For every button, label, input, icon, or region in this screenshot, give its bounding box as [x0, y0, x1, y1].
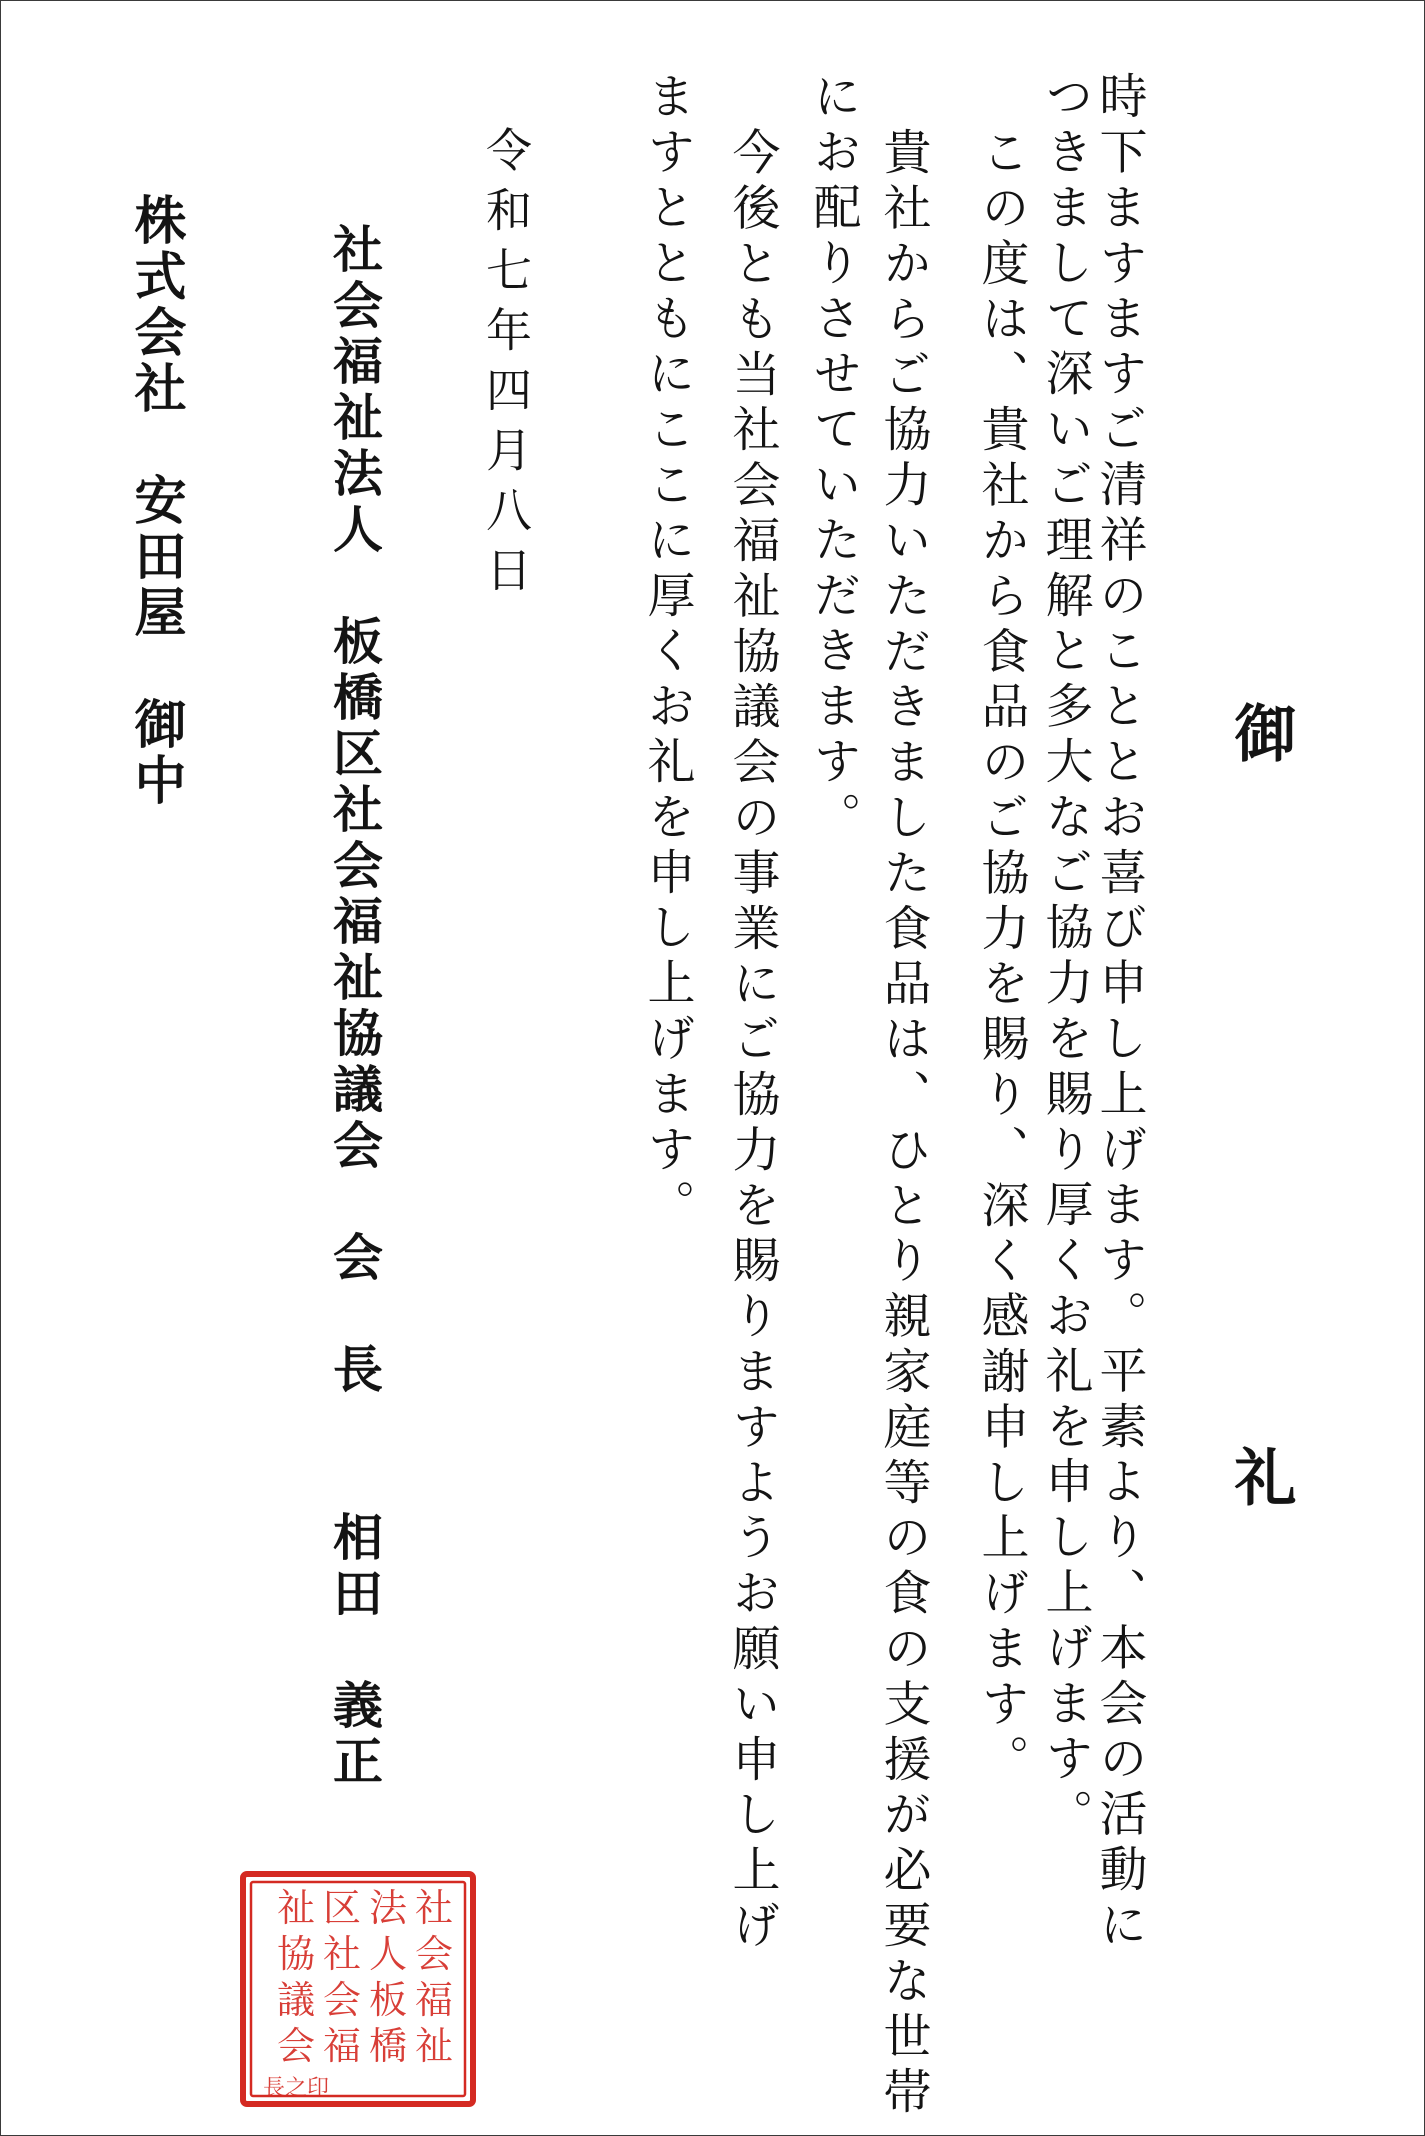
svg-text:会: 会	[414, 1932, 454, 1976]
svg-text:福: 福	[414, 1978, 454, 2022]
svg-text:会: 会	[276, 2024, 316, 2068]
sender-line: 社会福祉法人 板橋区社会福祉協議会 会 長 相田 義正	[325, 223, 384, 1791]
svg-text:区: 区	[322, 1886, 362, 1930]
body-line-5: にお配りさせていただきます。	[805, 71, 861, 847]
svg-text:板: 板	[368, 1978, 408, 2022]
official-seal-stamp	[238, 1869, 478, 2109]
svg-text:祉: 祉	[276, 1886, 316, 1930]
svg-text:会: 会	[322, 1978, 362, 2022]
svg-text:橋: 橋	[368, 2024, 408, 2068]
svg-text:人: 人	[368, 1932, 408, 1976]
svg-text:社: 社	[322, 1932, 362, 1976]
svg-text:法: 法	[368, 1886, 408, 1930]
svg-text:社: 社	[414, 1886, 454, 1930]
body-line-1: 時下ますますご清祥のこととお喜び申し上げます。平素より、本会の活動に	[1091, 71, 1147, 1955]
recipient-line: 株式会社 安田屋 御中	[125, 193, 186, 809]
svg-text:福: 福	[322, 2024, 362, 2068]
body-line-2: つきまして深いご理解と多大なご協力を賜り厚くお礼を申し上げます。	[1037, 71, 1093, 1844]
svg-text:祉: 祉	[414, 2024, 454, 2068]
body-line-4: 貴社からご協力いただきました食品は、ひとり親家庭等の食の支援が必要な世帯	[875, 127, 931, 2122]
body-line-3: この度は、貴社から食品のご協力を賜り、深く感謝申し上げます。	[973, 127, 1029, 1789]
svg-text:長之印: 長之印	[262, 2076, 330, 2101]
document-title: 御 礼	[1224, 701, 1297, 1817]
seal-image	[238, 1869, 478, 2109]
svg-text:議: 議	[276, 1978, 316, 2022]
letter-date: 令和七年四月八日	[479, 126, 533, 606]
body-line-6: 今後とも当社会福祉協議会の事業にご協力を賜りますようお願い申し上げ	[724, 127, 780, 1956]
body-line-7: ますとともにここに厚くお礼を申し上げます。	[639, 71, 695, 1235]
svg-text:協: 協	[276, 1932, 316, 1976]
